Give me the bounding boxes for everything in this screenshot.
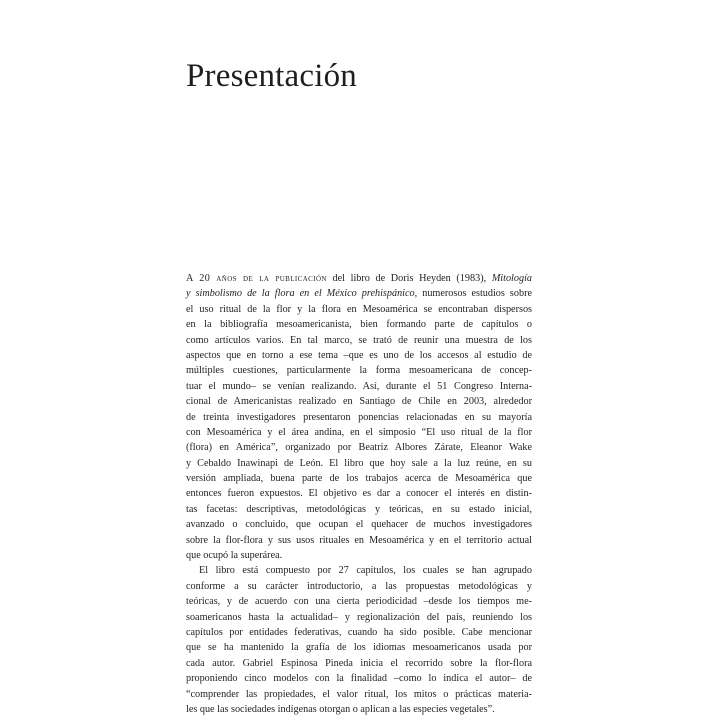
text-line [186, 687, 532, 702]
line-text: como artículos varios. En tal marco, se trató de reunir una muestra de los [186, 334, 532, 346]
text-line [186, 671, 532, 686]
line-text: aspectos que en torno a ese tema –que es uno de los accesos al estudio de [186, 349, 532, 361]
text-line [186, 379, 532, 394]
line-text: y Cebaldo Inawinapi de León. El libro que hoy sale a la luz reúne, en su [186, 457, 532, 469]
line-text: conforme a su carácter introductorio, a las propuestas metodológicas y [186, 580, 532, 592]
italic-title: Mitología [491, 273, 532, 284]
text-line [186, 640, 532, 655]
line-text: cional de Americanistas realizado en Santiago de Chile en 2003, alrededor [186, 396, 532, 408]
text-line [186, 625, 532, 640]
line-text: avanzado o concluido, que ocupan el quehacer de muchos investigadores [186, 519, 532, 531]
line-text: , numerosos estudios sobre [414, 288, 532, 300]
line-text: soamericanos hasta la actualidad– y regionalización del país, reuniendo los [186, 611, 532, 623]
line-text: en la bibliografía mesoamericanista, bien formando parte de capítulos o [186, 319, 532, 331]
line-text: proponiendo cinco modelos con la finalidad –como lo indica el autor– de [186, 673, 532, 685]
line-text: les que las sociedades indígenas otorgan o aplican a las especies vegetales”. [186, 703, 495, 715]
line-text: “comprender las propiedades, el valor ritual, los mitos o prácticas materia- [186, 688, 532, 700]
text-line [186, 656, 532, 671]
line-text: cada autor. Gabriel Espinosa Pineda inicia el recorrido sobre la flor-flora [186, 657, 532, 669]
line-text: de treinta investigadores presentaron ponencias relacionadas en su mayoría [186, 411, 532, 423]
text-line [186, 563, 532, 578]
line-text: múltiples cuestiones, particularmente la forma mesoamericana de concep- [186, 365, 532, 377]
text-line [186, 317, 532, 332]
text-line [186, 410, 532, 425]
paragraph-1 [186, 271, 532, 563]
line-text: tas facetas: descriptivas, metodológicas y teóricas, en su estado inicial, [186, 503, 532, 515]
text-line [186, 548, 532, 563]
text-line [186, 425, 532, 440]
text-line [186, 471, 532, 486]
line-text: que se ha mantenido la grafía de los idiomas mesoamericanos usada por [186, 642, 532, 654]
line-text: el uso ritual de la flor y la flora en Mesoamérica se encontraban dispersos [186, 303, 532, 315]
text-line [186, 286, 532, 301]
text-line [186, 302, 532, 317]
line-text: capítulos por entidades federativas, cuando ha sido posible. Cabe mencionar [186, 626, 532, 638]
page-title: Presentación [186, 58, 358, 94]
text-line [186, 533, 532, 548]
text-line [186, 702, 532, 717]
text-line [186, 348, 532, 363]
text-line [186, 363, 532, 378]
text-line [186, 440, 532, 455]
line-text: El libro está compuesto por 27 capítulos, los cuales se han agrupado [199, 565, 532, 577]
text-line [186, 486, 532, 501]
line-text: versión ampliada, buena parte de los trabajos acerca de Mesoamérica que [186, 473, 532, 485]
line-text: tuar el mundo– se venían realizando. Así, durante el 51 Congreso Interna- [186, 380, 532, 392]
text-line [186, 502, 532, 517]
body-text [186, 271, 532, 717]
line-text: sobre la flor-flora y sus usos rituales en Mesoamérica y en el territorio actual [186, 534, 532, 546]
text-line [186, 610, 532, 625]
text-line [186, 394, 532, 409]
text-line [186, 456, 532, 471]
text-line [186, 594, 532, 609]
line-text: teóricas, y de acuerdo con una cierta periodicidad –desde los tiempos me- [186, 596, 532, 608]
small-caps-lead: A 20 años de la publicación [186, 273, 327, 284]
text-line [186, 333, 532, 348]
line-text: del libro de Doris Heyden (1983), [326, 273, 492, 284]
line-text: entonces fueron expuestos. El objetivo es dar a conocer el interés en distin- [186, 488, 532, 500]
text-line [186, 579, 532, 594]
text-line [186, 271, 532, 286]
paragraph-2 [186, 563, 532, 717]
line-text: que ocupó la superárea. [186, 550, 283, 562]
line-text: (flora) en América”, organizado por Beatriz Albores Zárate, Eleanor Wake [186, 442, 532, 454]
line-text: con Mesoamérica y el área andina, en el simposio “El uso ritual de la flor [186, 426, 532, 438]
text-line [186, 517, 532, 532]
italic-title: y simbolismo de la flora en el México prehispánico [186, 288, 415, 300]
